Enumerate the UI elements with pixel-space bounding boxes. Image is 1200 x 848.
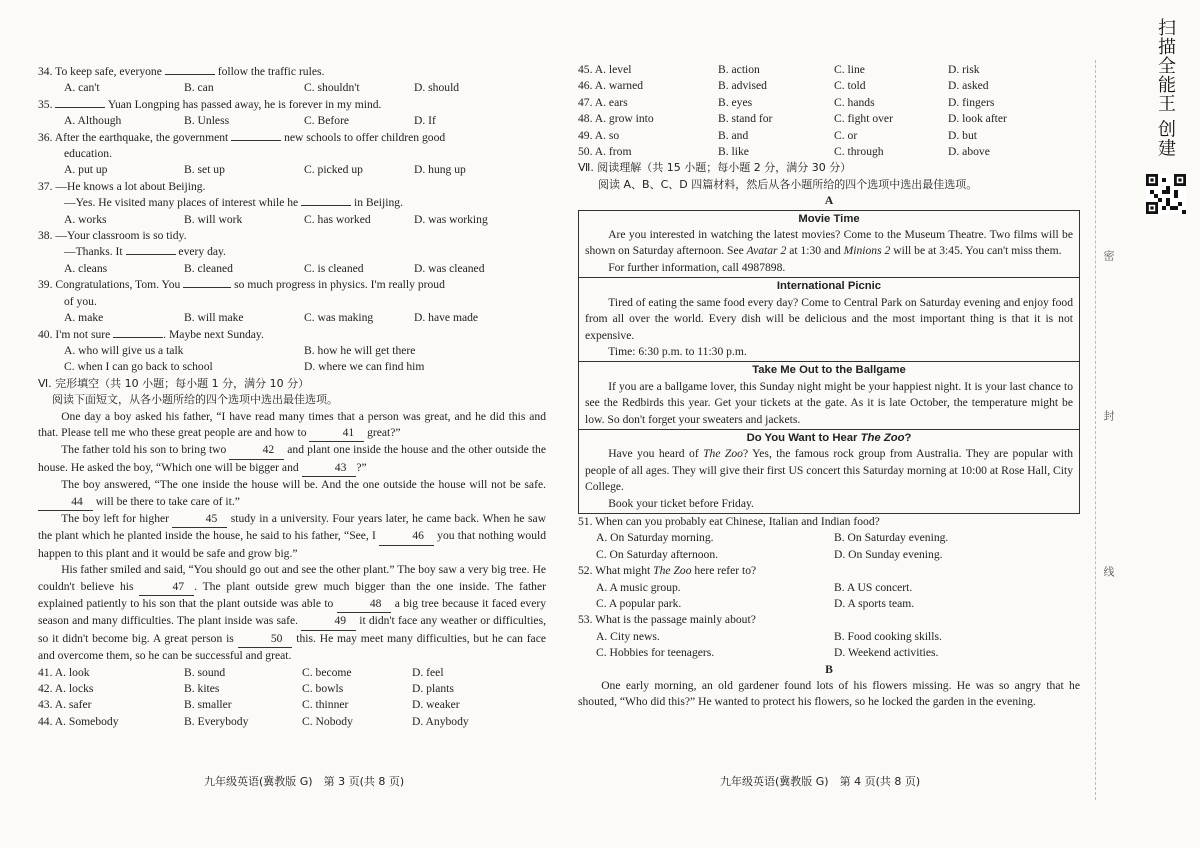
answer-blank	[301, 205, 351, 206]
q36-stem: 36. After the earthquake, the government	[38, 130, 229, 144]
option: 45. A. level	[578, 63, 632, 76]
option: D. was cleaned	[414, 261, 485, 275]
option: D. where we can find him	[304, 360, 425, 374]
answer-blank	[113, 337, 163, 338]
option: A. who will give us a talk	[64, 343, 184, 357]
notice-text: Have you heard of	[608, 447, 699, 461]
option: 44. A. Somebody	[38, 714, 119, 728]
q35-options	[38, 113, 546, 129]
option: C. hands	[834, 95, 875, 109]
question-51: 51. When can you probably eat Chinese, Italian and Indian food?	[578, 514, 880, 528]
seal-mark: 线	[1102, 566, 1115, 577]
cloze-text: this. He may meet many difficulties, but he can face and overcome them, so he can be successful and great.	[38, 631, 546, 663]
notice-text: Are you interested in watching the latest movies? Come to the Museum Theatre. Two films will be shown on Saturday afternoon. See	[585, 228, 1073, 258]
blank-48: 48	[337, 596, 392, 613]
option: C. A popular park.	[596, 597, 682, 610]
option: A. Although	[64, 114, 122, 128]
option: B. will make	[184, 311, 244, 325]
option: 47. A. ears	[578, 95, 628, 109]
option: D. weaker	[412, 698, 460, 712]
qr-code-icon	[1146, 174, 1186, 214]
question-40	[38, 327, 546, 343]
option: B. like	[718, 145, 749, 159]
cloze-text: will be there to take care of it.”	[95, 494, 240, 508]
answer-blank	[231, 140, 281, 141]
option: D. look after	[948, 112, 1007, 126]
q38-line2	[38, 244, 546, 260]
q36-stem-end: education.	[64, 147, 112, 161]
option: C. when I can go back to school	[64, 360, 213, 374]
band-name: The Zoo	[703, 447, 743, 461]
cloze-text: and plant one inside the house and the other outside the house. He asked the boy, “Which one will be bigger and	[38, 443, 546, 474]
option: A. works	[64, 212, 107, 226]
seal-mark: 密	[1102, 250, 1115, 261]
option: D. If	[414, 114, 436, 128]
option: C. was making	[304, 311, 374, 325]
cloze-paragraph-1	[38, 409, 546, 443]
notice-text: For further information, call 4987898.	[608, 260, 786, 274]
title-text: ?	[904, 431, 912, 444]
option: D. but	[948, 128, 977, 142]
q40-options-row2	[38, 359, 546, 375]
notice-title: Take Me Out to the Ballgame	[752, 364, 906, 377]
notice-title: Movie Time	[798, 212, 860, 225]
cloze-text: . The plant outside grew much bigger than the one inside. The father explained patiently to his son that the plant outside was able to	[38, 579, 546, 610]
option: B. Food cooking skills.	[834, 629, 942, 643]
q40-stem: 40. I'm not sure	[38, 327, 111, 341]
option: 48. A. grow into	[578, 112, 654, 126]
cloze-text: The boy left for higher	[61, 511, 170, 525]
option: C. picked up	[304, 163, 363, 177]
answer-blank	[55, 107, 105, 108]
notice-ballgame	[579, 362, 1079, 430]
cloze-text: it didn't face any weather or difficulties, so it didn't become big. A great person is	[38, 614, 546, 645]
option: C. through	[834, 145, 884, 159]
question-35	[38, 97, 546, 113]
option: B. action	[718, 63, 760, 76]
option: C. Before	[304, 114, 350, 128]
notice-title	[585, 430, 1073, 446]
option: D. have made	[414, 311, 479, 325]
cloze-text: you that nothing would happen to this plant and it would be safe and grow big.”	[38, 529, 547, 560]
question-37: 37. —He knows a lot about Beijing.	[38, 179, 206, 193]
option: C. On Saturday afternoon.	[596, 547, 719, 561]
option: C. or	[834, 128, 858, 142]
left-page	[38, 64, 546, 730]
option: 43. A. safer	[38, 698, 92, 712]
option: C. shouldn't	[304, 81, 360, 95]
option: D. hung up	[414, 163, 466, 177]
option: D. feel	[412, 665, 444, 679]
option: A. City news.	[596, 629, 660, 643]
cloze-text: His father smiled and said, “You should go out and see the other plant.” The boy saw a very big tree. He couldn't believe his	[38, 563, 546, 593]
cloze-text: The boy answered, “The one inside the house will be. And the one outside the house will not be safe.	[61, 478, 546, 492]
cloze-paragraph-2	[38, 442, 546, 477]
q34-stem-end: follow the traffic rules.	[217, 65, 325, 78]
notice-movie-time	[579, 211, 1079, 279]
option: A. can't	[64, 81, 100, 95]
q38-options	[38, 261, 546, 277]
option: B. and	[718, 128, 749, 142]
option: A. cleans	[64, 261, 108, 275]
notice-text: ? Yes, the famous rock group from Australia. They are popular with people of all ages. They will give their first US concert this Saturday morning at 10:00 at Rose Hall, City College.	[585, 447, 1073, 494]
option: D. plants	[412, 682, 454, 696]
option: B. Unless	[184, 114, 230, 128]
option: C. thinner	[302, 698, 349, 712]
q34-stem: 34. To keep safe, everyone	[38, 65, 162, 78]
q52-stem: 52. What might	[578, 564, 651, 578]
blank-43: 43	[302, 460, 357, 477]
option: C. Hobbies for teenagers.	[596, 646, 715, 660]
right-page	[578, 62, 1080, 711]
blank-44: 44	[38, 494, 93, 511]
option: B. stand for	[718, 112, 773, 126]
option: 41. A. look	[38, 665, 90, 679]
option: C. has worked	[304, 212, 371, 226]
option: D. asked	[948, 79, 989, 93]
cloze-text: great?”	[367, 425, 401, 439]
notice-text: at 1:30 and	[789, 244, 841, 258]
option: D. Anybody	[412, 714, 469, 728]
q39-stem: 39. Congratulations, Tom. You	[38, 278, 181, 292]
cloze-options-41	[38, 665, 546, 681]
q52-options-row2	[578, 596, 1080, 612]
title-text: Do You Want to Hear	[746, 431, 858, 444]
question-36	[38, 130, 546, 146]
q34-options	[38, 80, 546, 96]
cloze-text: The father told his son to bring two	[61, 443, 227, 457]
option: D. should	[414, 81, 460, 95]
option: D. On Sunday evening.	[834, 547, 943, 561]
left-page-footer: 九年级英语(冀教版 G) 第 3 页(共 8 页)	[204, 775, 405, 788]
option: B. Everybody	[184, 714, 249, 728]
option: B. On Saturday evening.	[834, 531, 949, 545]
cloze-text: ?”	[356, 460, 367, 474]
option: B. kites	[184, 682, 220, 696]
q53-options-row1	[578, 629, 1080, 645]
q37-options	[38, 212, 546, 228]
option: A. A music group.	[596, 580, 681, 594]
cloze-paragraph-5	[38, 562, 546, 664]
notice-text: will be at 3:45. You can't miss them.	[893, 244, 1062, 258]
passage-a-box	[578, 210, 1080, 514]
question-34	[38, 64, 546, 80]
option: B. can	[184, 81, 214, 95]
section-7-title: Ⅶ. 阅读理解（共 15 小题；每小题 2 分，满分 30 分）	[578, 161, 852, 175]
option: D. fingers	[948, 95, 995, 109]
option: C. fight over	[834, 112, 893, 126]
q37-line2	[38, 195, 546, 211]
option: B. sound	[184, 665, 226, 679]
option: B. advised	[718, 79, 767, 93]
option: C. Nobody	[302, 714, 353, 728]
cloze-options-47	[578, 95, 1080, 111]
cloze-text: study in a university. Four years later, he came back. When he saw the plant which he planted inside the house, he said to his father, “See, I	[38, 511, 547, 543]
q53-options-row2	[578, 645, 1080, 661]
option: C. is cleaned	[304, 261, 364, 275]
cloze-options-46	[578, 78, 1080, 94]
cloze-options-50	[578, 144, 1080, 160]
q35-number: 35.	[38, 97, 53, 111]
section-6-instructions: 阅读下面短文，从各小题所给的四个选项中选出最佳选项。	[52, 393, 338, 407]
option: B. will work	[184, 212, 243, 226]
cloze-options-44	[38, 714, 546, 730]
right-page-footer: 九年级英语(冀教版 G) 第 4 页(共 8 页)	[720, 775, 921, 788]
blank-41: 41	[309, 425, 364, 442]
q38-text: —Thanks. It	[64, 245, 123, 259]
passage-b-label: B	[825, 662, 833, 676]
option: D. risk	[948, 63, 980, 76]
option: B. how he will get there	[304, 343, 416, 357]
blank-49: 49	[301, 613, 356, 630]
band-name: The Zoo	[653, 564, 692, 578]
blank-47: 47	[139, 579, 194, 596]
q36-stem-mid: new schools to offer children good	[284, 130, 446, 144]
option: 49. A. so	[578, 128, 620, 142]
section-6-title: Ⅵ. 完形填空（共 10 小题；每小题 1 分，满分 10 分）	[38, 376, 310, 390]
option: D. A sports team.	[834, 597, 915, 610]
option: D. Weekend activities.	[834, 646, 939, 660]
option: C. bowls	[302, 682, 344, 696]
notice-international-picnic	[579, 278, 1079, 362]
cloze-options-49	[578, 128, 1080, 144]
cloze-paragraph-4	[38, 511, 546, 562]
q51-options-row1	[578, 530, 1080, 546]
scanner-watermark: 扫描全能王 创建	[1155, 18, 1176, 158]
cloze-options-42	[38, 681, 546, 697]
blank-45: 45	[172, 511, 227, 528]
notice-text: Tired of eating the same food every day? Come to Central Park on Saturday evening and enjoy food from all over the world. Every dish will be delicious and the most important thing is that it is not expensive.	[585, 295, 1073, 342]
question-53: 53. What is the passage mainly about?	[578, 613, 756, 627]
option: A. On Saturday morning.	[596, 531, 714, 545]
section-7-instructions: 阅读 A、B、C、D 四篇材料，然后从各小题所给的四个选项中选出最佳选项。	[598, 177, 978, 191]
q36-options	[38, 162, 546, 178]
blank-42: 42	[229, 442, 284, 459]
question-38: 38. —Your classroom is so tidy.	[38, 229, 187, 243]
q39-options	[38, 310, 546, 326]
q38-text-end: every day.	[178, 245, 226, 259]
option: A. put up	[64, 163, 108, 177]
option: B. smaller	[184, 698, 232, 712]
cloze-text: One day a boy asked his father, “I have read many times that a person was great, and he did this and that. Please tell me who these great people are and how to	[38, 409, 546, 439]
option: A. make	[64, 311, 104, 325]
q35-stem: Yuan Longping has passed away, he is forever in my mind.	[107, 97, 382, 111]
option: B. set up	[184, 163, 225, 177]
q39-stem-mid: so much progress in physics. I'm really proud	[234, 278, 445, 292]
q52-stem-end: here refer to?	[694, 564, 757, 578]
q37-text-end: in Beijing.	[354, 196, 403, 210]
cloze-paragraph-3	[38, 477, 546, 511]
band-name: The Zoo	[860, 431, 905, 444]
cloze-options-43	[38, 697, 546, 713]
passage-a-label: A	[824, 194, 834, 208]
q39-stem-end: of you.	[64, 294, 97, 308]
option: C. line	[834, 63, 865, 76]
option: 50. A. from	[578, 145, 632, 159]
q40-options-row1	[38, 343, 546, 359]
option: 42. A. locks	[38, 682, 94, 696]
option: 46. A. warned	[578, 79, 644, 93]
notice-the-zoo	[579, 430, 1079, 513]
option: B. eyes	[718, 95, 753, 109]
notice-text: Book your ticket before Friday.	[608, 496, 754, 510]
answer-blank	[183, 287, 231, 288]
seal-mark: 封	[1102, 410, 1115, 421]
q52-options-row1	[578, 580, 1080, 596]
answer-blank	[165, 74, 215, 75]
question-39	[38, 277, 546, 293]
answer-blank	[126, 254, 176, 255]
cloze-options-48	[578, 111, 1080, 127]
cloze-text: a big tree because it faced every season and many difficulties. The plant inside was safe.	[38, 597, 547, 628]
binding-line	[1095, 60, 1096, 800]
option: D. above	[948, 145, 990, 159]
q40-stem-end: . Maybe next Sunday.	[163, 327, 264, 341]
film-title: Avatar 2	[746, 244, 787, 258]
option: D. was working	[414, 212, 488, 226]
q51-options-row2	[578, 547, 1080, 563]
film-title: Minions 2	[843, 244, 891, 258]
question-52	[578, 563, 1080, 579]
notice-text: If you are a ballgame lover, this Sunday night might be your happiest night. It is your last chance to see the Redbirds this year. Get your tickets at the gate. As it is late October, the temperature might be low. So don't forget your sweaters and jackets.	[585, 379, 1073, 426]
notice-text: Time: 6:30 p.m. to 11:30 p.m.	[608, 344, 747, 358]
option: C. become	[302, 665, 352, 679]
cloze-options-45	[578, 62, 1080, 78]
option: B. A US concert.	[834, 580, 913, 594]
q37-text: —Yes. He visited many places of interest while he	[64, 196, 299, 210]
option: B. cleaned	[184, 261, 233, 275]
notice-title: International Picnic	[776, 280, 882, 293]
blank-46: 46	[379, 528, 434, 545]
passage-b-text: One early morning, an old gardener found lots of his flowers missing. He was so angry that he shouted, “Who did this?” He wanted to protect his flowers, so he locked the garden in the evening.	[578, 679, 1080, 709]
option: C. told	[834, 79, 866, 93]
blank-50: 50	[238, 631, 293, 648]
